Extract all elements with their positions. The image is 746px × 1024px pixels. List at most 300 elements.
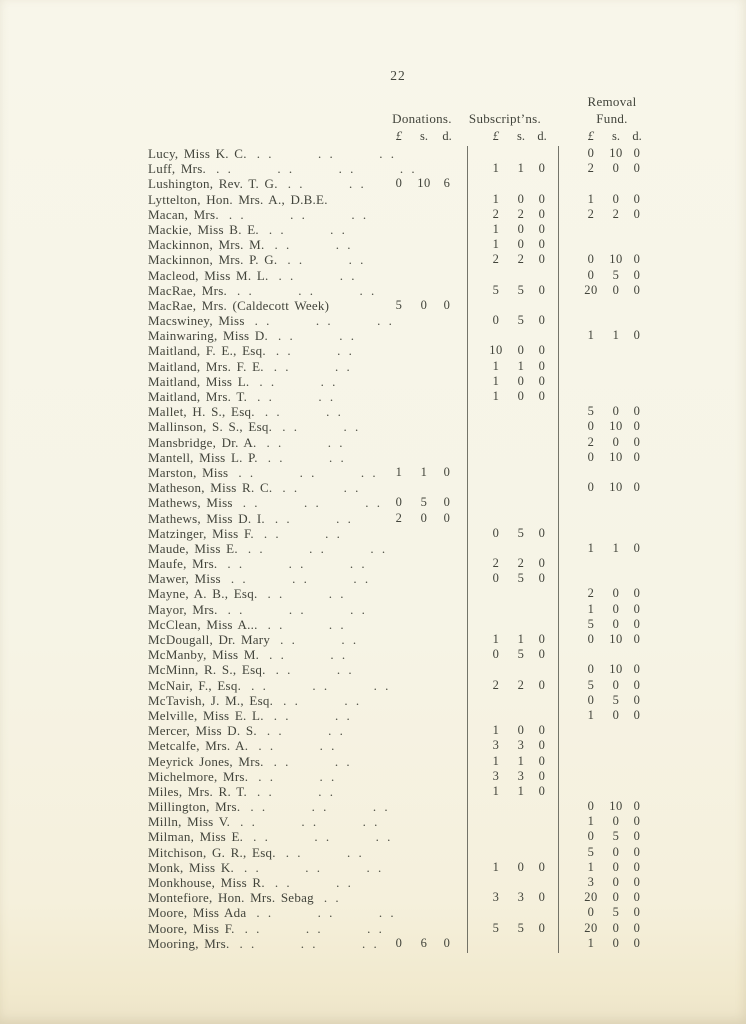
subscriptions-pounds: 2 — [492, 677, 500, 692]
removal-pence: 0 — [633, 449, 641, 464]
dot-leader: . . — [256, 146, 273, 161]
donations-pounds — [386, 252, 412, 267]
dot-leader: . . — [285, 844, 303, 860]
removal-pence — [626, 313, 648, 328]
removal-pounds: 2 — [587, 434, 595, 449]
dot-leader: . . — [349, 556, 367, 572]
removal-shillings — [606, 526, 626, 541]
donations-pence — [436, 875, 458, 890]
subscriptions-pounds: 0 — [492, 313, 500, 328]
subscriptions-shillings — [510, 435, 532, 450]
donations-shillings — [412, 252, 436, 267]
donations-shillings: 6 — [420, 935, 428, 950]
subscriptions-pence: 0 — [538, 221, 546, 236]
removal-pounds: 3 — [587, 875, 595, 889]
removal-pence: 0 — [633, 875, 641, 889]
dot-leader: . . — [337, 343, 354, 359]
donations-pence — [436, 343, 458, 358]
subscriptions-pence: 0 — [538, 252, 546, 267]
dot-leader: . . — [244, 859, 261, 875]
donor-name: Monkhouse, Miss R. . . . . — [148, 875, 353, 890]
dot-leader: . . — [288, 556, 305, 572]
removal-pence: 0 — [633, 632, 641, 646]
donations-pence — [436, 586, 458, 601]
removal-pounds — [576, 556, 606, 571]
removal-pounds: 0 — [587, 252, 595, 267]
subscriptions-shillings: 1 — [517, 161, 525, 176]
removal-pound-symbol: £ — [587, 129, 595, 143]
dot-leader: . . — [277, 161, 294, 177]
dot-leader: . . — [366, 859, 383, 875]
subscriptions-shillings — [510, 495, 532, 510]
subscriptions-pence — [532, 465, 552, 480]
removal-shillings — [606, 495, 626, 510]
subscriptions-shillings: 0 — [517, 859, 525, 874]
subscriptions-pence — [532, 586, 552, 601]
removal-shillings — [606, 738, 626, 753]
dot-leader: . . — [242, 495, 259, 511]
removal-shillings — [606, 359, 626, 374]
removal-pence — [626, 495, 648, 510]
removal-pounds — [576, 495, 606, 510]
table-row — [148, 237, 648, 252]
removal-pence — [626, 465, 648, 480]
removal-pounds — [576, 723, 606, 738]
subscriptions-shillings — [510, 176, 532, 191]
donations-shillings: 0 — [420, 297, 428, 312]
donor-name: MacRae, Mrs. (Caldecott Week) — [148, 297, 330, 313]
subscriptions-pounds — [482, 419, 510, 434]
table-row — [148, 556, 648, 571]
donations-shillings — [412, 921, 436, 936]
table-row — [148, 146, 648, 161]
subscriptions-pence: 0 — [538, 859, 546, 874]
dot-leader: . . — [267, 616, 284, 632]
table-row — [148, 936, 648, 951]
dot-leader: . . — [287, 252, 304, 268]
subscriptions-pence: 0 — [538, 282, 546, 297]
dot-leader: . . — [280, 632, 297, 647]
removal-pounds: 2 — [587, 161, 595, 176]
dot-leader: . . — [309, 540, 326, 556]
donations-pence — [436, 359, 458, 374]
dot-leader: . . — [274, 237, 291, 253]
donations-pounds — [386, 161, 412, 176]
dot-leader: . . — [267, 449, 284, 465]
subscriptions-shillings — [510, 328, 532, 343]
dot-leader: . . — [370, 540, 387, 556]
dot-leader: . . — [269, 647, 286, 663]
donations-pounds — [386, 343, 412, 358]
subscriptions-pounds: 1 — [492, 237, 500, 252]
subscriptions-pounds — [482, 146, 510, 161]
subscriptions-pounds: 1 — [492, 723, 500, 738]
subscriptions-shillings — [510, 419, 532, 434]
subscriptions-pounds: 0 — [492, 525, 500, 540]
donations-shillings — [412, 662, 436, 677]
dot-leader: . . — [315, 313, 333, 329]
table-row — [148, 495, 648, 510]
removal-shillings: 0 — [612, 859, 620, 874]
removal-pounds: 0 — [587, 146, 595, 160]
removal-shillings: 0 — [612, 814, 620, 829]
dot-leader: . . — [227, 556, 244, 572]
donations-pounds — [386, 268, 412, 283]
donor-name: Mallet, H. S., Esq. . . . . — [148, 404, 343, 420]
removal-pounds — [576, 571, 606, 586]
removal-pounds: 2 — [587, 586, 595, 601]
dot-leader: . . — [347, 844, 364, 860]
donations-shillings — [412, 389, 436, 404]
dot-leader: . . — [362, 814, 379, 830]
donor-name: Matzinger, Miss F. . . . . — [148, 525, 342, 541]
donations-shillings — [412, 328, 436, 343]
subscriptions-pence: 0 — [538, 206, 546, 221]
donations-pence-label: d. — [442, 129, 452, 143]
subscriptions-shillings: 2 — [517, 677, 525, 692]
donations-shillings — [412, 738, 436, 753]
subscriptions-shillings: 0 — [517, 343, 525, 358]
donations-pounds — [386, 526, 412, 541]
donations-shillings — [412, 146, 436, 161]
subscriptions-shillings: 5 — [517, 571, 525, 586]
subscriptions-shillings: 5 — [517, 525, 525, 540]
dot-leader: . . — [273, 707, 290, 723]
removal-shillings: 10 — [609, 449, 623, 464]
dot-leader: . . — [254, 313, 271, 329]
removal-shillings: 5 — [612, 267, 620, 282]
removal-shillings: 5 — [612, 829, 620, 844]
subscriptions-pounds — [482, 511, 510, 526]
donations-pounds — [386, 359, 412, 374]
donations-shillings — [412, 784, 436, 799]
subscriptions-pounds: 1 — [492, 161, 500, 176]
donations-pounds: 0 — [395, 935, 403, 950]
donor-name: Meyrick Jones, Mrs. . . . . — [148, 753, 352, 769]
donations-pounds: 2 — [395, 510, 403, 525]
table-row — [148, 389, 648, 404]
subscriptions-pence — [532, 480, 552, 495]
donations-shillings — [412, 283, 436, 298]
table-row — [148, 875, 648, 890]
subscriptions-pence-label: d. — [537, 129, 547, 143]
donations-pounds — [386, 875, 412, 890]
dot-leader: . . — [258, 768, 275, 784]
donations-pounds — [386, 814, 412, 829]
donor-name: McMinn, R. S., Esq. . . . . — [148, 662, 354, 678]
donor-name: Lucy, Miss K. C. . . . . . . — [148, 146, 396, 161]
table-row — [148, 845, 648, 860]
subscriptions-pence: 0 — [538, 237, 546, 252]
donations-shillings — [412, 875, 436, 890]
donor-name: MacRae, Mrs. . . . . . . — [148, 282, 376, 298]
removal-pence — [626, 511, 648, 526]
donations-pence — [436, 237, 458, 252]
donations-pounds — [386, 632, 412, 647]
donations-pounds — [386, 784, 412, 799]
removal-pence: 0 — [633, 859, 641, 874]
removal-pence: 0 — [633, 404, 641, 419]
removal-shillings — [606, 389, 626, 404]
removal-pence — [626, 237, 648, 252]
table-row — [148, 268, 648, 283]
dot-leader: . . — [238, 464, 255, 480]
removal-shillings — [606, 556, 626, 571]
donations-column-header: Donations. — [392, 111, 452, 126]
removal-shillings — [606, 374, 626, 389]
donor-name: Marston, Miss . . . . . . — [148, 464, 378, 480]
dot-leader: . . — [353, 571, 370, 587]
table-row — [148, 450, 648, 465]
table-header-row-removal — [148, 93, 648, 110]
removal-pounds: 1 — [587, 601, 595, 616]
subscriptions-pence: 0 — [538, 783, 546, 798]
removal-pence — [626, 571, 648, 586]
removal-shillings: 10 — [609, 480, 623, 495]
donations-pence — [436, 480, 458, 495]
subscriptions-shillings: 0 — [517, 191, 525, 206]
donations-pence — [436, 571, 458, 586]
subscriptions-pence — [532, 708, 552, 723]
removal-shillings — [606, 222, 626, 237]
removal-pence — [626, 723, 648, 738]
donor-name: Mainwaring, Miss D. . . . . — [148, 328, 356, 344]
removal-pence: 0 — [633, 935, 641, 950]
donations-pence — [436, 252, 458, 267]
subscriptions-pence: 0 — [538, 313, 546, 328]
removal-shillings — [606, 176, 626, 191]
removal-pounds: 0 — [587, 829, 595, 844]
subscriptions-pounds: 1 — [492, 859, 500, 874]
subscriptions-pounds — [482, 875, 510, 890]
donations-pounds — [386, 283, 412, 298]
donations-pence — [436, 632, 458, 647]
donations-pence: 0 — [443, 464, 451, 479]
subscriptions-pounds: 5 — [492, 282, 500, 297]
subscriptions-shillings: 5 — [517, 647, 525, 662]
subscriptions-pounds — [482, 450, 510, 465]
donations-shillings: 10 — [417, 176, 431, 191]
donations-pence — [436, 207, 458, 222]
dot-leader: . . — [373, 677, 390, 693]
donations-pounds — [386, 389, 412, 404]
donor-name: Macan, Mrs. . . . . . . — [148, 206, 368, 222]
subscriptions-pence — [532, 146, 552, 161]
removal-pounds — [576, 222, 606, 237]
donations-pence — [436, 283, 458, 298]
subscriptions-pounds: 1 — [492, 358, 500, 373]
table-row — [148, 511, 648, 526]
table-row — [148, 738, 648, 753]
removal-pence — [626, 556, 648, 571]
donor-name: Maufe, Mrs. . . . . . . — [148, 556, 367, 572]
donations-pounds: 5 — [395, 297, 403, 312]
donations-shillings — [412, 343, 436, 358]
subscriptions-shillings — [510, 829, 532, 844]
donor-name: Macleod, Miss M. L. . . . . — [148, 267, 357, 283]
table-row — [148, 207, 648, 222]
donations-shillings: 5 — [420, 495, 428, 510]
subscriptions-pence: 0 — [538, 556, 546, 571]
table-row — [148, 905, 648, 920]
removal-shillings: 0 — [612, 616, 620, 631]
dot-leader: . . — [348, 252, 365, 268]
donations-pounds — [386, 860, 412, 875]
removal-pence: 0 — [633, 814, 641, 829]
subscriptions-pence — [532, 875, 552, 890]
donations-pence — [436, 905, 458, 920]
removal-pounds — [576, 298, 606, 313]
donations-pence — [436, 662, 458, 677]
donations-shillings — [412, 647, 436, 662]
dot-leader: . . — [319, 768, 336, 784]
subscriptions-pence — [532, 511, 552, 526]
donations-pounds — [386, 237, 412, 252]
subscriptions-pence: 0 — [538, 632, 546, 646]
donations-pounds — [386, 450, 412, 465]
subscriptions-pounds — [482, 829, 510, 844]
dot-leader: . . — [288, 601, 306, 617]
subscriptions-pence — [532, 602, 552, 617]
subscriptions-pence: 0 — [538, 525, 546, 540]
removal-shilling-label: s. — [612, 129, 620, 143]
removal-shillings: 0 — [612, 935, 620, 950]
dot-leader: . . — [251, 677, 268, 693]
subscriptions-pounds: 5 — [492, 920, 500, 935]
removal-shillings: 0 — [612, 191, 620, 206]
dot-leader: . . — [325, 525, 342, 541]
dot-leader: . . — [263, 525, 281, 541]
removal-pounds — [576, 389, 606, 404]
subscriptions-shillings: 5 — [517, 282, 525, 297]
subscriptions-pence: 0 — [538, 677, 546, 692]
subscriptions-pence — [532, 845, 552, 860]
donations-shillings — [412, 586, 436, 601]
removal-pence — [626, 298, 648, 313]
subscriptions-pence: 0 — [538, 358, 546, 373]
subscriptions-shillings: 2 — [517, 206, 525, 221]
table-row — [148, 435, 648, 450]
donations-pence — [436, 617, 458, 632]
donations-pounds — [386, 207, 412, 222]
removal-pounds — [576, 647, 606, 662]
table-row — [148, 860, 648, 875]
subscriptions-pounds — [482, 814, 510, 829]
subscriptions-shillings: 1 — [517, 753, 525, 768]
dot-leader: . . — [348, 176, 366, 192]
donations-pence — [436, 769, 458, 784]
donor-name: Matheson, Miss R. C. . . . . — [148, 480, 360, 496]
dot-leader: . . — [244, 920, 261, 936]
donations-shillings — [412, 541, 436, 556]
removal-shillings: 10 — [609, 662, 623, 677]
removal-pence: 0 — [633, 799, 641, 814]
donations-pounds — [386, 647, 412, 662]
subscriptions-shillings — [510, 480, 532, 495]
dot-leader: . . — [287, 176, 304, 192]
donor-name: Moore, Miss Ada . . . . . . — [148, 905, 396, 921]
donations-pence: 0 — [443, 495, 451, 510]
donations-shillings — [412, 359, 436, 374]
donor-name: McNair, F., Esq. . . . . . . — [148, 677, 390, 693]
subscriptions-pounds: 2 — [492, 556, 500, 571]
table-row — [148, 343, 648, 358]
dot-leader: . . — [273, 358, 291, 374]
donations-pounds: 1 — [395, 464, 403, 479]
donor-name: Metcalfe, Mrs. A. . . . . — [148, 738, 336, 754]
subscriptions-pounds: 10 — [489, 343, 503, 358]
dot-leader: . . — [377, 313, 394, 329]
dot-leader: . . — [335, 358, 352, 374]
donations-shillings — [412, 602, 436, 617]
subscriptions-pence: 0 — [538, 753, 546, 768]
removal-pence: 0 — [633, 252, 641, 267]
removal-pence — [626, 374, 648, 389]
table-row — [148, 161, 648, 176]
subscriptions-pounds — [482, 617, 510, 632]
removal-shillings: 0 — [612, 920, 620, 935]
subscriptions-pounds: 1 — [492, 191, 500, 206]
removal-pounds: 1 — [587, 935, 595, 950]
dot-leader: . . — [334, 707, 352, 723]
donations-pounds — [386, 845, 412, 860]
subscriptions-pence — [532, 268, 552, 283]
table-row — [148, 708, 648, 723]
dot-leader: . . — [278, 267, 295, 283]
subscriptions-shillings: 2 — [517, 556, 525, 571]
donations-pence — [436, 784, 458, 799]
removal-shillings — [606, 298, 626, 313]
removal-pounds — [576, 313, 606, 328]
donor-name: Mitchison, G. R., Esq. . . . . — [148, 844, 364, 860]
subscriptions-pence — [532, 541, 552, 556]
dot-leader: . . — [328, 586, 345, 602]
dot-leader: . . — [334, 753, 352, 769]
donations-pence — [436, 419, 458, 434]
donations-pounds — [386, 480, 412, 495]
donations-pence — [436, 222, 458, 237]
donations-pounds — [386, 146, 412, 161]
table-row — [148, 602, 648, 617]
removal-pounds: 2 — [587, 206, 595, 221]
dot-leader: . . — [247, 540, 265, 556]
subscriptions-pounds — [482, 495, 510, 510]
donor-name: McTavish, J. M., Esq. . . . . — [148, 692, 361, 708]
subscriptions-shillings: 3 — [517, 890, 525, 905]
donations-pounds — [386, 799, 412, 814]
dot-leader: . . — [237, 282, 254, 298]
donations-pence — [436, 845, 458, 860]
removal-pence — [626, 738, 648, 753]
dot-leader: . . — [330, 647, 347, 663]
table-row — [148, 541, 648, 556]
page-number: 22 — [390, 68, 406, 83]
donor-name: Melville, Miss E. L. . . . . — [148, 707, 352, 723]
subscriptions-shillings: 0 — [517, 389, 525, 403]
donations-shillings — [412, 419, 436, 434]
donations-shillings — [412, 769, 436, 784]
removal-pence: 0 — [633, 829, 641, 844]
donations-shilling-label: s. — [420, 129, 428, 143]
dot-leader: . . — [282, 480, 299, 496]
donations-pence: 0 — [443, 935, 451, 950]
dot-leader: . . — [336, 510, 353, 526]
table-row — [148, 799, 648, 814]
subscriptions-pounds — [482, 905, 510, 920]
subscriptions-shillings — [510, 465, 532, 480]
dot-leader: . . — [361, 935, 379, 951]
removal-pence-label: d. — [632, 129, 642, 143]
